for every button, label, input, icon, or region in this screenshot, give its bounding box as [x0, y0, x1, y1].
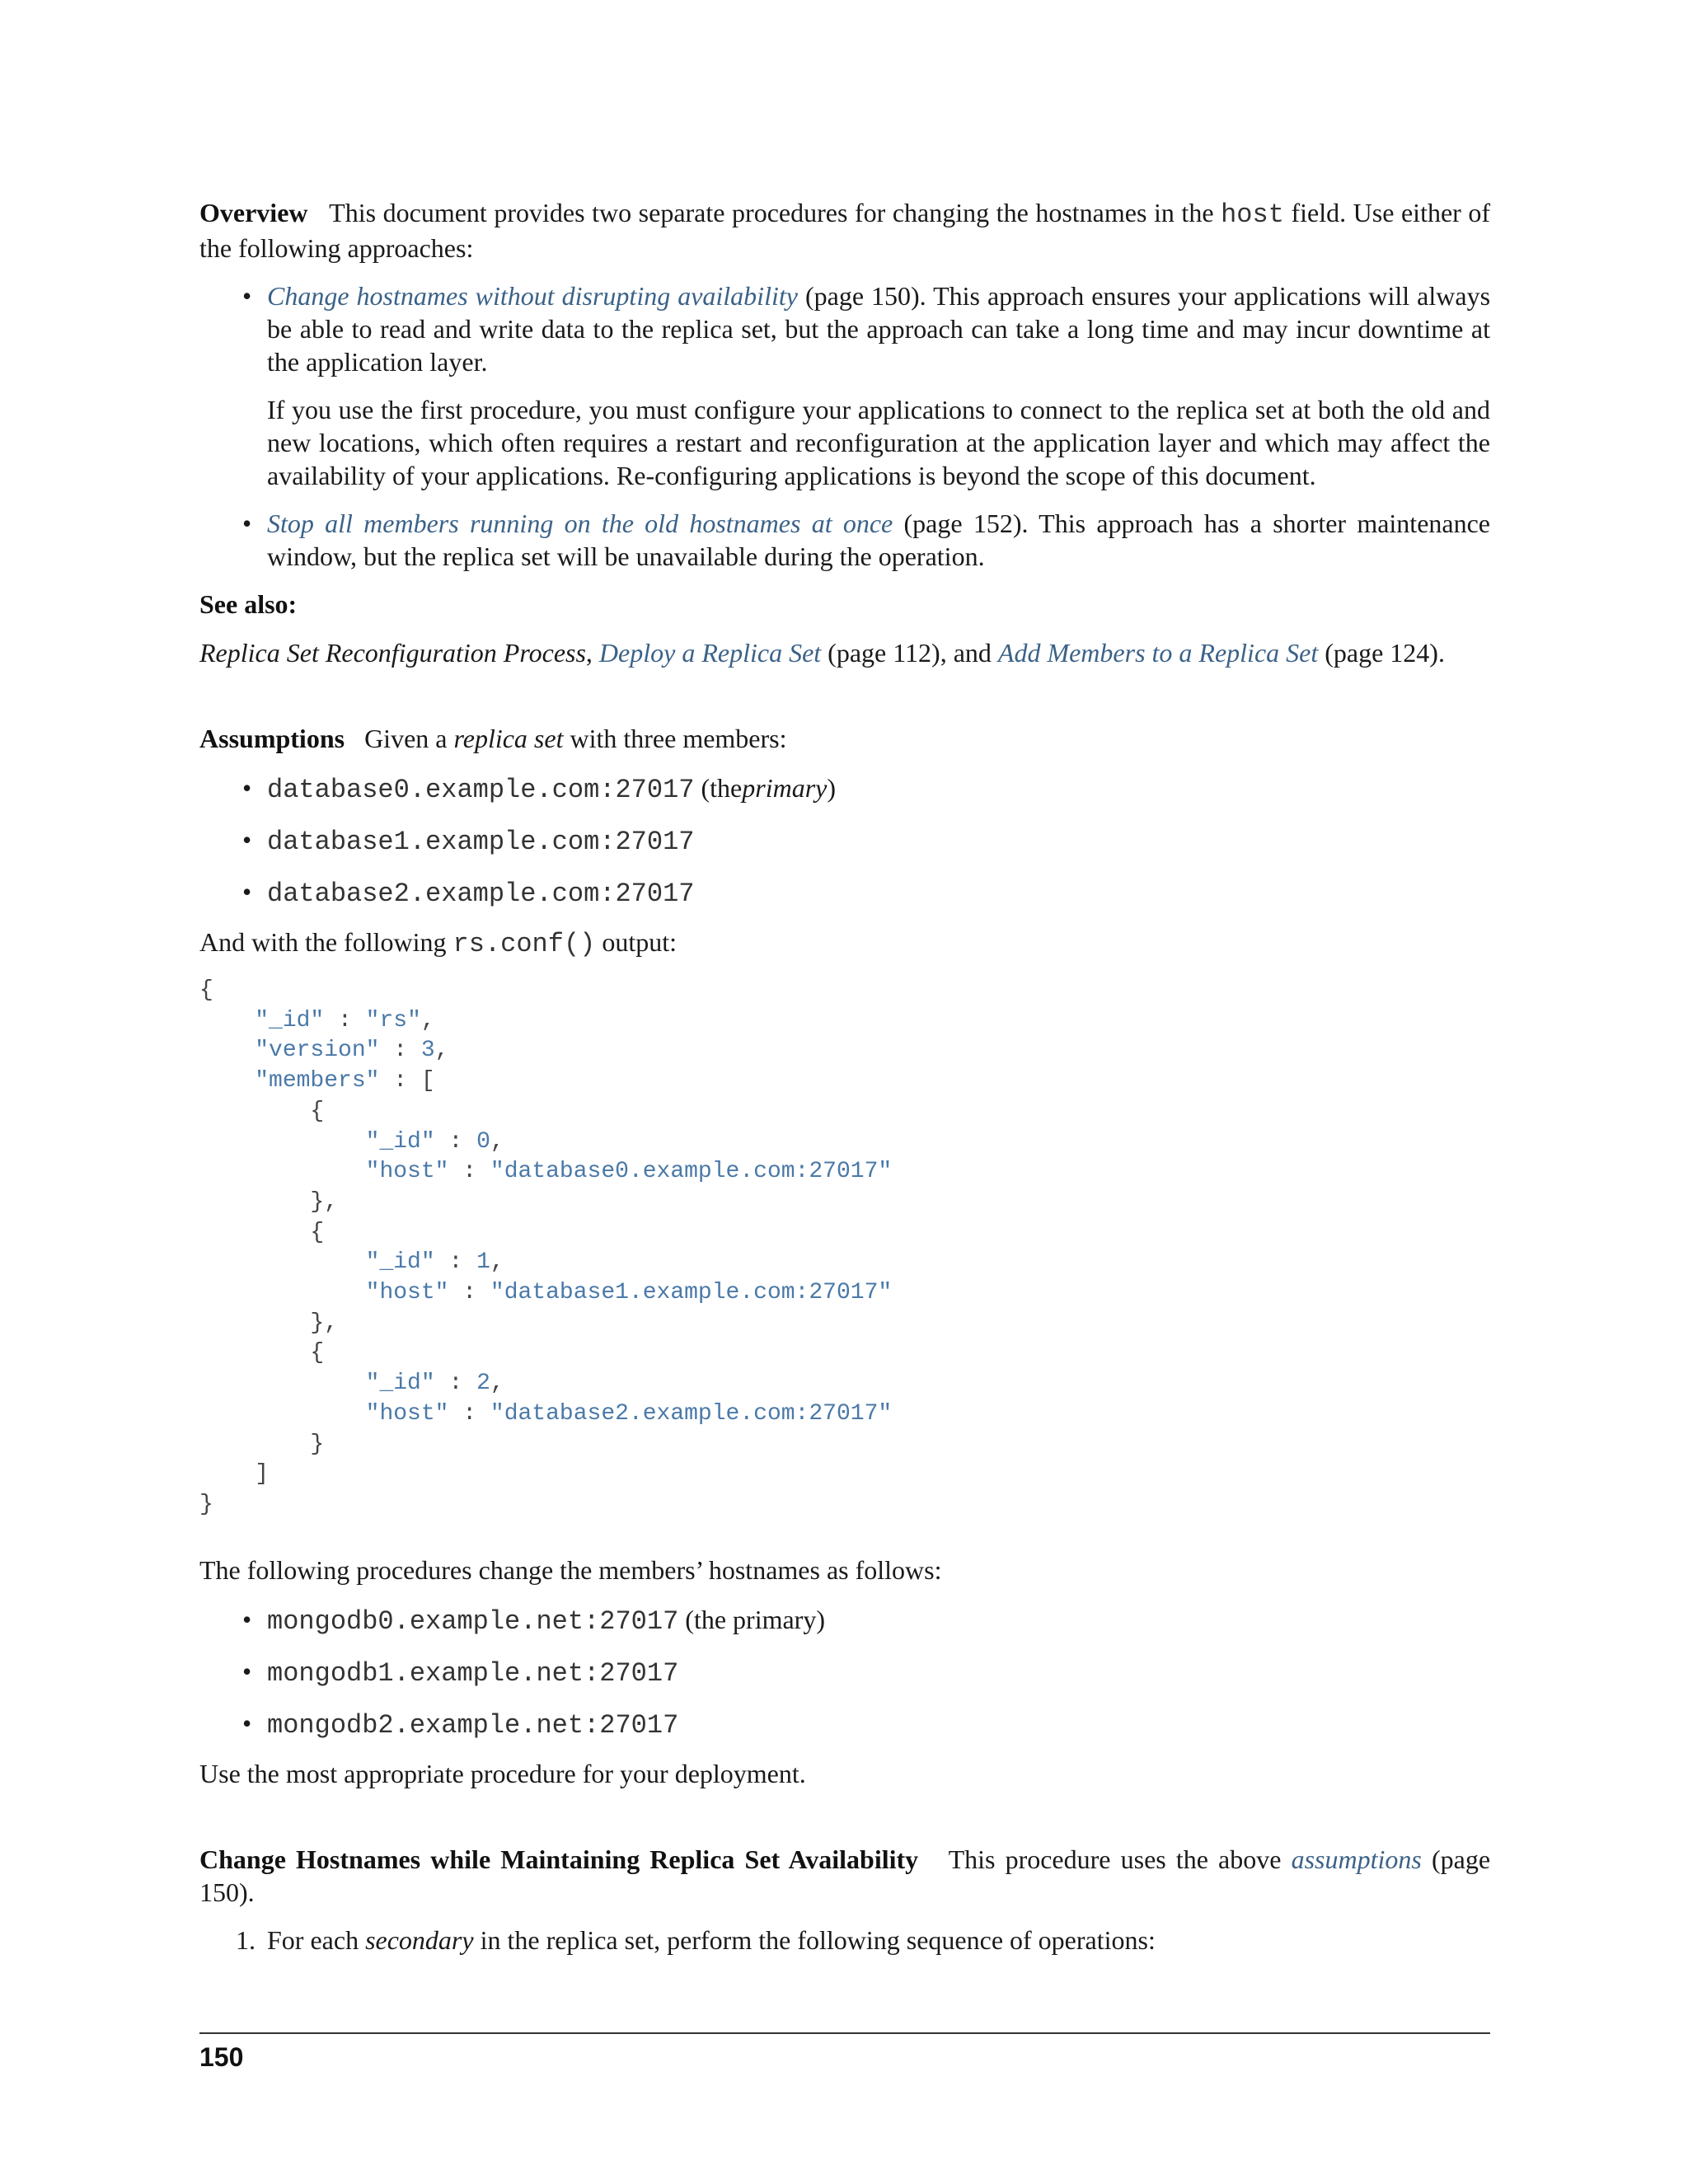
assumptions-heading: Assumptions — [199, 724, 345, 753]
page-number: 150 — [199, 2042, 244, 2072]
step-text-post: in the replica set, perform the following sequence of operations: — [480, 1924, 1156, 1955]
code-value: 0 — [476, 1128, 490, 1155]
assumptions-paragraph — [199, 722, 1490, 755]
member-note: (the — [701, 773, 743, 803]
assumptions-text-1: Given a — [364, 724, 448, 753]
code-key: "_id" — [365, 1249, 435, 1276]
link-change-hostnames[interactable]: Change hostnames without disrupting availability — [267, 281, 798, 311]
list-item — [199, 1603, 1490, 1638]
list-item — [199, 1655, 1490, 1690]
term-primary: primary — [742, 773, 828, 803]
list-item — [199, 823, 1490, 859]
term-replica-set: replica set — [453, 724, 564, 753]
see-also-line — [199, 636, 1490, 669]
link-stop-all-members[interactable]: Stop all members running on the old hostnames at once — [267, 509, 893, 538]
code-brace: { — [199, 977, 213, 1003]
bullet2-text: (page 152). This approach has a shorter maintenance window, but the replica set will be unavailable during the operation. — [267, 509, 1491, 571]
conf-text-2: output: — [602, 927, 678, 957]
maintain-text-2: (page 150). — [199, 1844, 1491, 1907]
list-item — [199, 1924, 1490, 1957]
code-value: "rs" — [365, 1007, 421, 1033]
assumptions-text-2: with three members: — [570, 724, 787, 753]
overview-text-1: This document provides two separate procedures for changing the hostnames in the — [329, 198, 1214, 227]
see-also-heading: See also: — [199, 589, 298, 619]
conf-text-1: And with the following — [199, 927, 447, 957]
code-key: "_id" — [255, 1007, 325, 1033]
new-host: mongodb1.example.net:27017 — [267, 1657, 679, 1689]
maintain-text-1: This procedure uses the above — [948, 1844, 1282, 1874]
overview-paragraph — [199, 196, 1490, 265]
list-item — [199, 875, 1490, 911]
bullet1-paragraph — [267, 279, 1490, 378]
bullet-icon: • — [242, 509, 252, 538]
see-also-text2: (page 112), and — [828, 638, 992, 668]
bullet-icon: • — [242, 773, 252, 803]
bullet1-para2: If you use the first procedure, you must configure your applications to connect to the replica set at both the old and new locations, which often requires a restart and reconfiguration at the application layer and which may affect the availability of your applications. Re-configuring applications is beyond the scope of this document. — [267, 395, 1490, 490]
list-item — [199, 1707, 1490, 1742]
code-key: "host" — [365, 1280, 449, 1306]
new-hosts-list — [199, 1603, 1490, 1742]
procedure-steps — [199, 1924, 1490, 1957]
code-value: "database1.example.com:27017" — [490, 1280, 893, 1306]
document-page — [199, 196, 1490, 1957]
bullet-icon: • — [242, 1708, 252, 1738]
member-note-close: ) — [827, 773, 836, 803]
bullet2-paragraph — [267, 507, 1490, 573]
maintain-paragraph — [199, 1843, 1490, 1909]
code-key: "_id" — [365, 1128, 435, 1155]
code-brace: } — [199, 1491, 213, 1517]
new-host: mongodb2.example.net:27017 — [267, 1709, 679, 1741]
members-list — [199, 771, 1490, 911]
link-deploy-replica-set[interactable]: Deploy a Replica Set — [598, 638, 822, 668]
bullet-icon: • — [242, 877, 252, 907]
new-host-note: (the primary) — [685, 1604, 825, 1634]
member-host: database2.example.com:27017 — [267, 879, 695, 909]
code-key: "version" — [255, 1038, 380, 1064]
see-also-item1: Replica Set Reconfiguration Process — [199, 638, 586, 668]
link-add-members[interactable]: Add Members to a Replica Set — [997, 638, 1319, 668]
code-value: 1 — [476, 1249, 490, 1276]
host-code: host — [1221, 199, 1284, 230]
bullet-icon: • — [242, 281, 252, 311]
separator: , — [585, 638, 593, 668]
code-value: "database2.example.com:27017" — [490, 1400, 893, 1427]
code-block: { "_id" : "rs", "version" : 3, "members" : [ { "_id" : 0, "host" : "database0.example.com:27017" }, { "_id" : 1, "host" : "database1.example.com:27017" }, { "_id" : 2, "host" : "database2.example.com:27017" } ] } — [199, 976, 1490, 1521]
overview-text-2: field. Use either of the following approaches: — [199, 198, 1491, 263]
overview-heading: Overview — [199, 198, 308, 227]
list-item — [199, 507, 1490, 573]
rs-conf-code: rs.conf() — [452, 929, 596, 959]
new-hosts-intro: The following procedures change the members’ hostnames as follows: — [199, 1554, 942, 1585]
member-host: database0.example.com:27017 — [267, 775, 695, 805]
new-host: mongodb0.example.net:27017 — [267, 1605, 679, 1637]
bullet-icon: • — [242, 1656, 252, 1686]
approach-list — [199, 279, 1490, 573]
see-also-text3: (page 124). — [1325, 638, 1445, 668]
bullet-icon: • — [242, 825, 252, 855]
bullet-icon: • — [242, 1604, 252, 1634]
footer-rule — [199, 2032, 1490, 2034]
new-hosts-outro: Use the most appropriate procedure for your deployment. — [199, 1758, 806, 1788]
member-host: database1.example.com:27017 — [267, 827, 695, 857]
code-key: "host" — [365, 1400, 449, 1427]
term-secondary: secondary — [365, 1924, 474, 1955]
code-value: "database0.example.com:27017" — [490, 1159, 893, 1185]
step-number: 1. — [236, 1924, 256, 1955]
code-key: "_id" — [365, 1371, 435, 1397]
link-assumptions[interactable]: assumptions — [1291, 1844, 1422, 1874]
bullet1-text: (page 150). This approach ensures your applications will always be able to read and write data to the replica set, but the approach can take a long time and may incur downtime at the application layer. — [267, 281, 1491, 377]
conf-intro — [199, 926, 1490, 961]
code-value: 2 — [476, 1371, 490, 1397]
list-item — [199, 279, 1490, 492]
code-key: "members" — [255, 1068, 380, 1094]
code-value: 3 — [420, 1038, 435, 1064]
code-key: "host" — [365, 1159, 449, 1185]
maintain-heading: Change Hostnames while Maintaining Replica Set Availability — [199, 1844, 919, 1874]
step-text-pre: For each — [267, 1924, 359, 1955]
list-item — [199, 771, 1490, 807]
